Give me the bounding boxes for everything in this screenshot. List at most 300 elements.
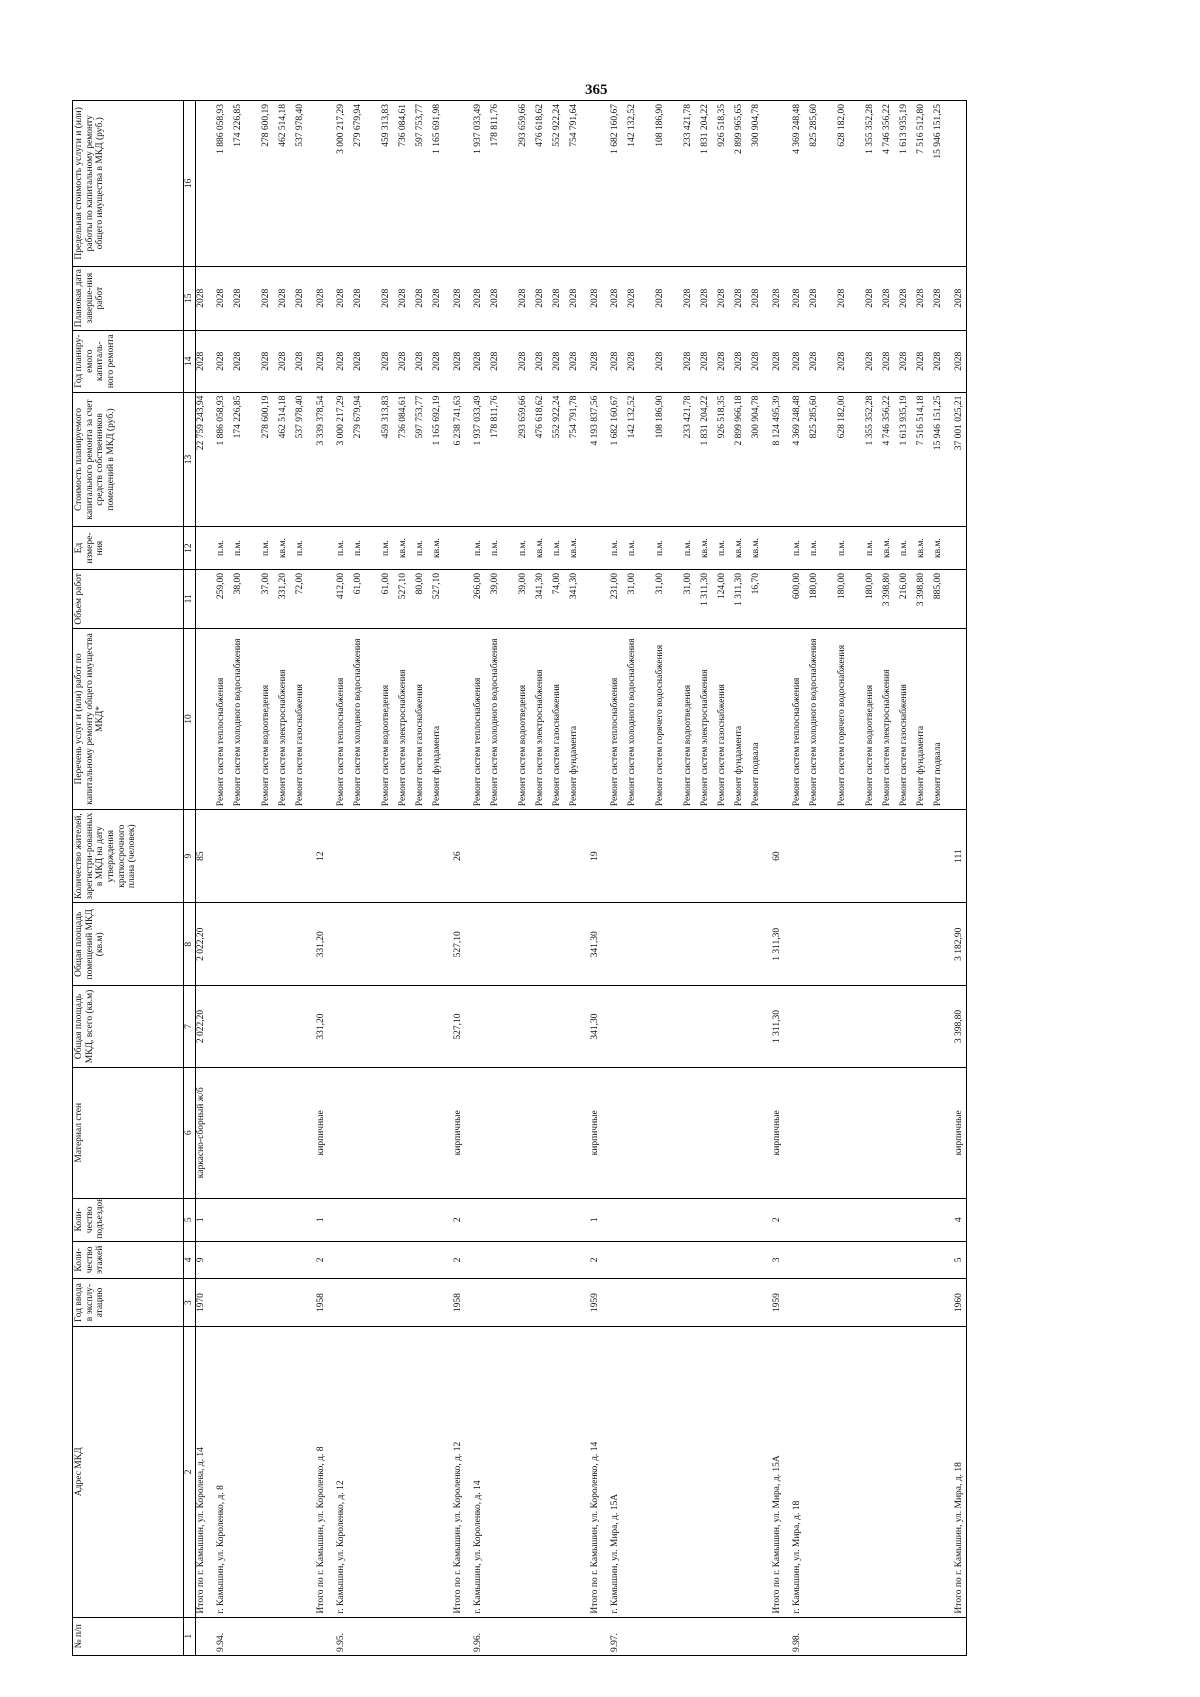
unit-item: п.м.	[381, 540, 391, 557]
max-cost-item: 736 084,61	[398, 104, 408, 147]
column-number: 8	[184, 903, 196, 986]
max-cost-item: 1 613 935,19	[899, 104, 909, 154]
work-list-item: Ремонт систем холодного водоснабжения	[809, 638, 819, 807]
commission-year: 1960	[954, 1279, 967, 1327]
max-cost	[196, 101, 209, 267]
commission-year: 1959	[772, 1279, 784, 1327]
max-cost-item: 174 226,85	[233, 104, 243, 147]
work-volume	[590, 569, 602, 628]
empty-cell	[465, 986, 590, 1067]
end-date-item: 2028	[336, 288, 346, 308]
end-date-item: 2028	[398, 288, 408, 308]
end-date: 2028	[316, 266, 328, 330]
total-address: Итого по г. Камышин, ул. Мира, д. 18	[954, 1327, 967, 1617]
plan-year: 2028	[316, 330, 328, 392]
work-volume-item: 38,00	[233, 572, 243, 595]
repair-cost: 4 193 837,56	[590, 392, 602, 527]
plan-year: 2028	[453, 330, 465, 392]
empty-cell	[602, 810, 772, 903]
work-volume-item: 74,00	[552, 572, 562, 595]
total-address: Итого по г. Камышин, ул. Короленко, д. 8	[316, 1327, 328, 1617]
max-cost-column	[208, 101, 316, 267]
unit-item: п.м.	[837, 540, 847, 557]
plan-year-item: 2028	[569, 351, 579, 371]
max-cost-item: 278 600,19	[261, 104, 271, 147]
end-date-item: 2028	[655, 288, 665, 308]
work-list-item: Ремонт систем газоснабжения	[295, 684, 305, 807]
plan-year-item: 2028	[792, 351, 802, 371]
work-list-item: Ремонт систем электроснабжения	[398, 669, 408, 807]
empty-cell	[328, 1198, 453, 1241]
floors: 2	[316, 1241, 328, 1278]
end-date-item: 2028	[933, 288, 943, 308]
plan-year-item: 2028	[261, 351, 271, 371]
rotated-table-container	[72, 100, 1144, 1656]
end-date-item: 2028	[734, 288, 744, 308]
end-date-item: 2028	[233, 288, 243, 308]
work-list-item: Ремонт систем водоотведения	[261, 684, 271, 807]
max-cost-item: 1 165 691,98	[432, 104, 442, 154]
repair-cost-item: 459 313,83	[381, 395, 391, 439]
work-volume-column	[602, 569, 772, 628]
work-volume-item: 61,00	[353, 572, 363, 595]
end-date-item: 2028	[916, 288, 926, 308]
unit-item: кв.м.	[916, 538, 926, 559]
unit-item: кв.м.	[535, 538, 545, 559]
object-address: г. Камышин, ул. Короленко, д. 8	[208, 1327, 316, 1617]
work-volume-item: 527,10	[432, 572, 442, 600]
row-number	[590, 1617, 602, 1655]
work-volume-item: 259,00	[216, 572, 226, 600]
max-cost-item: 476 618,62	[535, 104, 545, 147]
unit	[196, 527, 209, 570]
header-row	[73, 101, 184, 1656]
unit-column	[465, 527, 590, 570]
total-row	[954, 101, 967, 1656]
work-list-item: Ремонт систем теплоснабжения	[610, 677, 620, 807]
max-cost-item: 2 899 965,65	[734, 104, 744, 154]
end-date-item: 2028	[837, 288, 847, 308]
max-cost	[453, 101, 465, 267]
work-list-item: Ремонт систем горячего водоснабжения	[655, 644, 665, 807]
max-cost-item: 233 421,78	[683, 104, 693, 147]
empty-cell	[465, 810, 590, 903]
repair-cost-column	[328, 392, 453, 527]
total-area: 527,10	[453, 986, 465, 1067]
empty-cell	[328, 1279, 453, 1327]
residents: 111	[954, 810, 967, 903]
row-number	[316, 1617, 328, 1655]
plan-year-item: 2028	[627, 351, 637, 371]
unit-item: п.м.	[809, 540, 819, 557]
repair-cost-item: 7 516 514,18	[916, 395, 926, 446]
work-volume-item: 37,00	[261, 572, 271, 595]
plan-year: 2028	[196, 330, 209, 392]
work-list-item: Ремонт систем холодного водоснабжения	[353, 638, 363, 807]
column-number: 13	[184, 392, 196, 527]
plan-year-item: 2028	[518, 351, 528, 371]
unit	[954, 527, 967, 570]
total-address: Итого по г. Камышин, ул. Короленко, д. 14	[590, 1327, 602, 1617]
plan-year-column	[602, 330, 772, 392]
unit	[590, 527, 602, 570]
end-date-item: 2028	[518, 288, 528, 308]
max-cost-item: 293 659,66	[518, 104, 528, 147]
column-header-2: Адрес МКД	[73, 1327, 184, 1617]
repair-cost-item: 178 811,76	[490, 395, 500, 439]
end-date-item: 2028	[683, 288, 693, 308]
work-volume-column	[465, 569, 590, 628]
row-number: 9.97.	[602, 1617, 772, 1655]
max-cost-item: 4 369 248,48	[792, 104, 802, 154]
empty-cell	[465, 903, 590, 986]
wall-material: кирпичные	[316, 1067, 328, 1198]
work-volume-item: 412,00	[336, 572, 346, 600]
repair-cost-column	[208, 392, 316, 527]
residents: 12	[316, 810, 328, 903]
repair-cost-item: 293 659,66	[518, 395, 528, 439]
row-number	[453, 1617, 465, 1655]
unit-item: п.м.	[552, 540, 562, 557]
repair-cost-item: 2 899 966,18	[734, 395, 744, 446]
unit-item: кв.м.	[569, 538, 579, 559]
work-list-item: Ремонт фундамента	[734, 725, 744, 807]
empty-cell	[208, 1067, 316, 1198]
end-date-column	[328, 266, 453, 330]
max-cost-item: 1 682 160,67	[610, 104, 620, 154]
work-list-item: Ремонт систем водоотведения	[683, 684, 693, 807]
rooms-area: 527,10	[453, 903, 465, 986]
plan-year-column	[328, 330, 453, 392]
unit-item: кв.м.	[432, 538, 442, 559]
repair-cost-item: 1 831 204,22	[700, 395, 710, 446]
unit-item: кв.м.	[751, 538, 761, 559]
plan-year-item: 2028	[278, 351, 288, 371]
total-area: 3 398,80	[954, 986, 967, 1067]
column-number: 3	[184, 1279, 196, 1327]
work-list	[772, 628, 784, 810]
end-date-column	[784, 266, 954, 330]
empty-cell	[328, 1067, 453, 1198]
max-cost-item: 926 518,35	[717, 104, 727, 147]
total-area: 1 311,30	[772, 986, 784, 1067]
max-cost-column	[328, 101, 453, 267]
floors: 9	[196, 1241, 209, 1278]
repair-cost-item: 4 369 248,48	[792, 395, 802, 446]
end-date: 2028	[772, 266, 784, 330]
residents: 26	[453, 810, 465, 903]
end-date-item: 2028	[278, 288, 288, 308]
work-list-item: Ремонт систем водоотведения	[381, 684, 391, 807]
max-cost-item: 7 516 512,80	[916, 104, 926, 154]
repair-cost-item: 476 618,62	[535, 395, 545, 439]
residents: 85	[196, 810, 209, 903]
unit-item: п.м.	[233, 540, 243, 557]
column-header-12: Ед измере-ния	[73, 527, 184, 570]
plan-year-item: 2028	[916, 351, 926, 371]
work-list-column	[784, 628, 954, 810]
repair-cost-item: 1 937 033,49	[473, 395, 483, 446]
plan-year-item: 2028	[233, 351, 243, 371]
floors: 2	[590, 1241, 602, 1278]
work-volume-item: 600,00	[792, 572, 802, 600]
work-list-item: Ремонт систем горячего водоснабжения	[837, 644, 847, 807]
work-list-item: Ремонт систем теплоснабжения	[216, 677, 226, 807]
work-list-item: Ремонт систем холодного водоснабжения	[627, 638, 637, 807]
entrances: 2	[453, 1198, 465, 1241]
plan-year-item: 2028	[353, 351, 363, 371]
work-list-item: Ремонт систем теплоснабжения	[336, 677, 346, 807]
work-volume-item: 39,00	[518, 572, 528, 595]
plan-year: 2028	[772, 330, 784, 392]
unit-item: п.м.	[655, 540, 665, 557]
empty-cell	[328, 1241, 453, 1278]
plan-year-item: 2028	[809, 351, 819, 371]
max-cost-item: 108 186,90	[655, 104, 665, 147]
work-volume	[316, 569, 328, 628]
unit-item: п.м.	[216, 540, 226, 557]
work-volume	[772, 569, 784, 628]
work-volume-item: 124,00	[717, 572, 727, 600]
max-cost	[590, 101, 602, 267]
max-cost-item: 628 182,00	[837, 104, 847, 147]
empty-cell	[602, 903, 772, 986]
repair-cost-item: 1 355 352,28	[865, 395, 875, 446]
work-volume-item: 3 398,80	[882, 572, 892, 607]
repair-cost-item: 1 886 058,93	[216, 395, 226, 446]
work-list-item: Ремонт фундамента	[569, 725, 579, 807]
work-list-item: Ремонт систем электроснабжения	[535, 669, 545, 807]
unit-item: п.м.	[717, 540, 727, 557]
entrances: 1	[196, 1198, 209, 1241]
work-list-item: Ремонт подвала	[751, 742, 761, 807]
repair-cost-item: 926 518,35	[717, 395, 727, 439]
max-cost	[954, 101, 967, 267]
empty-cell	[602, 1241, 772, 1278]
work-list	[316, 628, 328, 810]
column-header-7: Общая площадь МКД, всего (кв.м)	[73, 986, 184, 1067]
work-volume-item: 61,00	[381, 572, 391, 595]
column-header-9: Количество жителей, зарегистри-рованных в МКД на дату утверждения краткосрочного плана (человек)	[73, 810, 184, 903]
repair-cost: 3 339 378,54	[316, 392, 328, 527]
work-volume-item: 331,20	[278, 572, 288, 600]
repair-cost: 6 238 741,63	[453, 392, 465, 527]
plan-year-item: 2028	[415, 351, 425, 371]
object-row	[784, 101, 954, 1656]
row-number: 9.96.	[465, 1617, 590, 1655]
work-list-item: Ремонт систем электроснабжения	[882, 669, 892, 807]
wall-material: кирпичные	[453, 1067, 465, 1198]
repair-cost-item: 15 946 151,25	[933, 395, 943, 451]
object-row	[465, 101, 590, 1656]
plan-year-item: 2028	[610, 351, 620, 371]
unit-item: кв.м.	[700, 538, 710, 559]
empty-cell	[784, 903, 954, 986]
commission-year: 1958	[316, 1279, 328, 1327]
plan-year-item: 2028	[432, 351, 442, 371]
row-number: 9.94.	[208, 1617, 316, 1655]
work-volume-item: 885,00	[933, 572, 943, 600]
plan-year-item: 2028	[933, 351, 943, 371]
wall-material: кирпичные	[772, 1067, 784, 1198]
plan-year-item: 2028	[490, 351, 500, 371]
repair-cost-item: 1 613 935,19	[899, 395, 909, 446]
max-cost-column	[602, 101, 772, 267]
work-volume-item: 3 398,80	[916, 572, 926, 607]
repair-cost-item: 736 084,61	[398, 395, 408, 439]
commission-year: 1970	[196, 1279, 209, 1327]
max-cost-item: 279 679,94	[353, 104, 363, 147]
work-volume	[196, 569, 209, 628]
work-list-item: Ремонт фундамента	[916, 725, 926, 807]
repair-cost-item: 597 753,77	[415, 395, 425, 439]
column-number: 15	[184, 266, 196, 330]
wall-material: кирпичные	[954, 1067, 967, 1198]
column-number-row	[184, 101, 196, 1656]
rooms-area: 3 182,90	[954, 903, 967, 986]
max-cost	[772, 101, 784, 267]
unit-item: п.м.	[473, 540, 483, 557]
unit	[316, 527, 328, 570]
repair-cost: 22 759 243,94	[196, 392, 209, 527]
work-volume-item: 1 311,30	[734, 572, 744, 606]
unit-item: кв.м.	[882, 538, 892, 559]
object-address: г. Камышин, ул. Короленко, д. 14	[465, 1327, 590, 1617]
commission-year: 1958	[453, 1279, 465, 1327]
column-header-14: Год планиру-емого капиталь-ного ремонта	[73, 330, 184, 392]
plan-year-item: 2028	[216, 351, 226, 371]
unit-item: кв.м.	[734, 538, 744, 559]
empty-cell	[328, 903, 453, 986]
repair-cost-item: 279 679,94	[353, 395, 363, 439]
max-cost-item: 142 132,52	[627, 104, 637, 147]
object-row	[328, 101, 453, 1656]
column-number: 9	[184, 810, 196, 903]
rooms-area: 1 311,30	[772, 903, 784, 986]
unit-column	[602, 527, 772, 570]
empty-cell	[208, 986, 316, 1067]
object-row	[208, 101, 316, 1656]
total-address: Итого по г. Камышин, ул. Королева, д. 14	[196, 1327, 209, 1617]
repair-cost-item: 462 514,18	[278, 395, 288, 439]
unit-item: кв.м.	[278, 538, 288, 559]
unit-item: п.м.	[295, 540, 305, 557]
work-list-item: Ремонт фундамента	[432, 725, 442, 807]
empty-cell	[784, 1067, 954, 1198]
work-list	[453, 628, 465, 810]
end-date-item: 2028	[569, 288, 579, 308]
page-number: 365	[585, 82, 608, 98]
table-body	[196, 101, 967, 1656]
repair-cost-item: 4 746 356,22	[882, 395, 892, 446]
unit-column	[328, 527, 453, 570]
repair-cost: 8 124 495,39	[772, 392, 784, 527]
column-number: 16	[184, 101, 196, 267]
work-volume	[453, 569, 465, 628]
object-address: г. Камышин, ул. Мира, д. 18	[784, 1327, 954, 1617]
work-volume-item: 341,30	[569, 572, 579, 600]
empty-cell	[784, 1279, 954, 1327]
unit-column	[784, 527, 954, 570]
plan-year-item: 2028	[535, 351, 545, 371]
unit-item: п.м.	[683, 540, 693, 557]
work-list-item: Ремонт систем газоснабжения	[899, 684, 909, 807]
work-list-column	[328, 628, 453, 810]
end-date-item: 2028	[473, 288, 483, 308]
end-date-item: 2028	[865, 288, 875, 308]
repair-cost-item: 825 285,60	[809, 395, 819, 439]
repair-cost-item: 1 682 160,67	[610, 395, 620, 446]
repair-cost-item: 233 421,78	[683, 395, 693, 439]
column-number: 5	[184, 1198, 196, 1241]
unit-item: кв.м.	[398, 538, 408, 559]
work-list-item: Ремонт систем теплоснабжения	[473, 677, 483, 807]
end-date-column	[602, 266, 772, 330]
column-number: 4	[184, 1241, 196, 1278]
work-list	[954, 628, 967, 810]
unit	[453, 527, 465, 570]
work-list-item: Ремонт систем водоотведения	[518, 684, 528, 807]
floors: 2	[453, 1241, 465, 1278]
column-header-11: Объем работ	[73, 569, 184, 628]
plan-year-column	[784, 330, 954, 392]
plan-year-column	[208, 330, 316, 392]
end-date-item: 2028	[792, 288, 802, 308]
max-cost-item: 537 978,40	[295, 104, 305, 147]
work-volume-column	[208, 569, 316, 628]
max-cost-item: 3 000 217,29	[336, 104, 346, 154]
column-header-16: Предельная стоимость услуги и (или) работы по капитальному ремонту общего имущества в МКД (руб.)	[73, 101, 184, 267]
max-cost-item: 1 355 352,28	[865, 104, 875, 154]
repair-cost-item: 108 186,90	[655, 395, 665, 439]
max-cost-item: 4 746 356,22	[882, 104, 892, 154]
empty-cell	[208, 903, 316, 986]
empty-cell	[465, 1241, 590, 1278]
repair-cost-column	[602, 392, 772, 527]
row-number	[954, 1617, 967, 1655]
empty-cell	[784, 986, 954, 1067]
plan-year-item: 2028	[751, 351, 761, 371]
empty-cell	[328, 986, 453, 1067]
total-address: Итого по г. Камышин, ул. Мира, д. 15А	[772, 1327, 784, 1617]
plan-year-item: 2028	[398, 351, 408, 371]
end-date-item: 2028	[381, 288, 391, 308]
max-cost-item: 1 937 033,49	[473, 104, 483, 154]
plan-year: 2028	[954, 330, 967, 392]
total-area: 2 022,20	[196, 986, 209, 1067]
plan-year-item: 2028	[734, 351, 744, 371]
empty-cell	[465, 1279, 590, 1327]
row-number: 9.95.	[328, 1617, 453, 1655]
work-volume-column	[784, 569, 954, 628]
rooms-area: 341,30	[590, 903, 602, 986]
rooms-area: 331,20	[316, 903, 328, 986]
wall-material: каркасно-сборный ж/б	[196, 1067, 209, 1198]
end-date-item: 2028	[415, 288, 425, 308]
empty-cell	[784, 1198, 954, 1241]
end-date: 2028	[196, 266, 209, 330]
unit-item: п.м.	[518, 540, 528, 557]
end-date-item: 2028	[552, 288, 562, 308]
unit-item: п.м.	[415, 540, 425, 557]
row-number: 9.98.	[784, 1617, 954, 1655]
empty-cell	[602, 1198, 772, 1241]
max-cost-item: 552 922,24	[552, 104, 562, 147]
empty-cell	[602, 986, 772, 1067]
work-volume-item: 31,00	[627, 572, 637, 595]
repair-cost-column	[465, 392, 590, 527]
plan-year-item: 2028	[473, 351, 483, 371]
